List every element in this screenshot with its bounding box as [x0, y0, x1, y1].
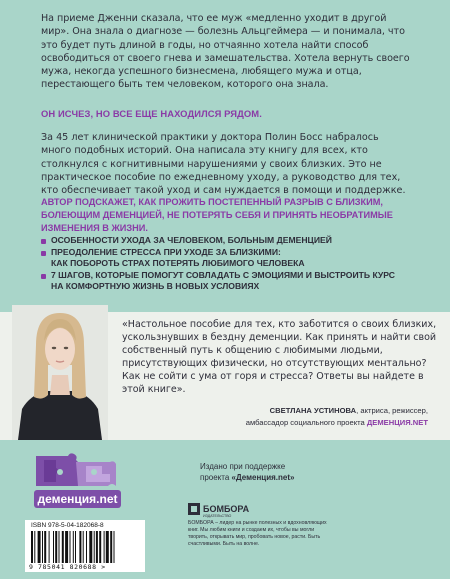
feature-item — [41, 235, 421, 247]
endorser-signature — [270, 406, 428, 415]
portrait-photo — [12, 305, 108, 440]
woman-portrait-icon — [12, 305, 108, 440]
barcode-bar — [104, 531, 105, 563]
feature-line: 7 ШАГОВ, КОТОРЫЕ ПОМОГУТ СОВЛАДАТЬ С ЭМОЦИЯМИ И ВЫСТРОИТЬ КУРС — [51, 269, 395, 280]
endorser-signature-line2 — [246, 418, 428, 427]
bullet-square-icon — [41, 251, 46, 256]
barcode-bar — [114, 531, 115, 563]
barcode-bar — [70, 531, 71, 563]
barcode-bar — [42, 531, 43, 563]
highlight-heading-2: АВТОР ПОДСКАЖЕТ, КАК ПРОЖИТЬ ПОСТЕПЕННЫЙ РАЗРЫВ С БЛИЗКИМ, БОЛЕЮЩИМ ДЕМЕНЦИЕЙ, НЕ ПОТЕРЯТЬ СЕБЯ И ПРИНЯТЬ НЕОБРАТИМЫЕ ИЗМЕНЕНИЯ В ЖИЗНИ. — [41, 197, 393, 234]
barcode-bar — [44, 531, 46, 563]
intro-paragraph: На приеме Дженни сказала, что ее муж «медленно уходит в другой мир». Она знала о диагнозе — болезнь Альцгеймера — и понимала, что это будет путь длиной в годы, но отчаянно хотела найти способ освободиться от своего гнева и замешательства. Хотела вернуть своего мужа, некогда успешного бизнесмена, любящего мужа и отца, перестающего быть тем человеком, которого она знала. — [41, 13, 410, 91]
publisher-name: БОМБОРА — [203, 504, 250, 514]
barcode-bar — [65, 531, 68, 563]
barcode-bar — [73, 531, 74, 563]
publisher-blurb: БОМБОРА – лидер на рынке полезных и вдохновляющих книг. Мы любим книги и создаем их, чтобы вы могли творить, открывать мир, пробовать новое, расти. Быть счастливыми. Быть на волне. — [188, 520, 327, 547]
endorser-role-2: амбассадор социального проекта — [245, 418, 367, 427]
support-project: «Деменция.net» — [231, 473, 295, 482]
barcode-bar — [49, 531, 50, 563]
bombora-icon — [188, 502, 268, 518]
endorser-name: СВЕТЛАНА УСТИНОВА — [269, 406, 357, 415]
support-prefix: проекта — [200, 473, 232, 482]
barcode-bar — [99, 531, 101, 563]
barcode-block — [25, 520, 145, 572]
barcode-bar — [62, 531, 64, 563]
barcode-bar — [55, 531, 57, 563]
feature-list — [41, 235, 421, 293]
feature-line: ОСОБЕННОСТИ УХОДА ЗА ЧЕЛОВЕКОМ, БОЛЬНЫМ ДЕМЕНЦИЕЙ — [51, 235, 332, 245]
bullet-square-icon — [41, 239, 46, 244]
isbn-text: ISBN 978-5-04-182068-8 — [31, 522, 104, 529]
barcode-bar — [86, 531, 87, 563]
barcode-icon — [31, 531, 139, 563]
support-note — [200, 461, 294, 483]
publisher-sub: ИЗДАТЕЛЬСТВО — [203, 514, 232, 518]
barcode-bar — [94, 531, 95, 563]
feature-line-2: КАК ПОБОРОТЬ СТРАХ ПОТЕРЯТЬ ЛЮБИМОГО ЧЕЛОВЕКА — [51, 258, 305, 269]
barcode-bar — [96, 531, 98, 563]
logo-wordmark: деменция.net — [37, 492, 118, 506]
barcode-bar — [106, 531, 109, 563]
feature-line: ПРЕОДОЛЕНИЕ СТРЕССА ПРИ УХОДЕ ЗА БЛИЗКИМИ: — [51, 246, 281, 257]
barcode-bar — [53, 531, 54, 563]
bullet-square-icon — [41, 274, 46, 279]
body-paragraph: За 45 лет клинической практики у доктора Полин Босс набралось много подобных историй. Она написала эту книгу для всех, кто столкнулся с когнитивными нарушениями у своих близких. Это не практическое пособие по ежедневному уходу, а руководство для тех, кто обеспечивает такой уход и сам нуждается в помощи и поддержке. — [41, 132, 406, 197]
highlight-heading-1: ОН ИСЧЕЗ, НО ВСЕ ЕЩЕ НАХОДИЛСЯ РЯДОМ. — [41, 108, 262, 119]
puzzle-logo-icon — [30, 452, 125, 512]
barcode-bar — [75, 531, 76, 563]
endorsement-quote: «Настольное пособие для тех, кто заботится о своих близких, ускользнувших в бездну деменции. Как принять и найти свой собственный путь к общению с любимыми людьми, присутствующих физически, но отсутствующих ментально? Как не сойти с ума от горя и стресса? Ответы вы найдете в этой книге». — [122, 319, 437, 395]
support-line-1: Издано при поддержке — [200, 462, 286, 471]
barcode-bar — [110, 531, 112, 563]
barcode-bar — [79, 531, 81, 563]
barcode-bar — [38, 531, 41, 563]
feature-line-2: НА КОМФОРТНУЮ ЖИЗНЬ В НОВЫХ УСЛОВИЯХ — [51, 281, 260, 292]
endorser-role: , актриса, режиссер, — [356, 406, 428, 415]
barcode-bar — [31, 531, 33, 563]
barcode-bar — [83, 531, 84, 563]
barcode-digits: 9 785041 820688 > — [29, 563, 106, 571]
feature-item — [41, 270, 421, 293]
dementia-net-logo — [30, 452, 125, 512]
barcode-bar — [34, 531, 35, 563]
project-name: ДЕМЕНЦИЯ.NET — [366, 418, 428, 427]
barcode-bar — [89, 531, 92, 563]
feature-item — [41, 247, 421, 270]
bombora-logo — [188, 502, 268, 518]
support-line-2 — [200, 472, 294, 483]
barcode-bar — [59, 531, 60, 563]
